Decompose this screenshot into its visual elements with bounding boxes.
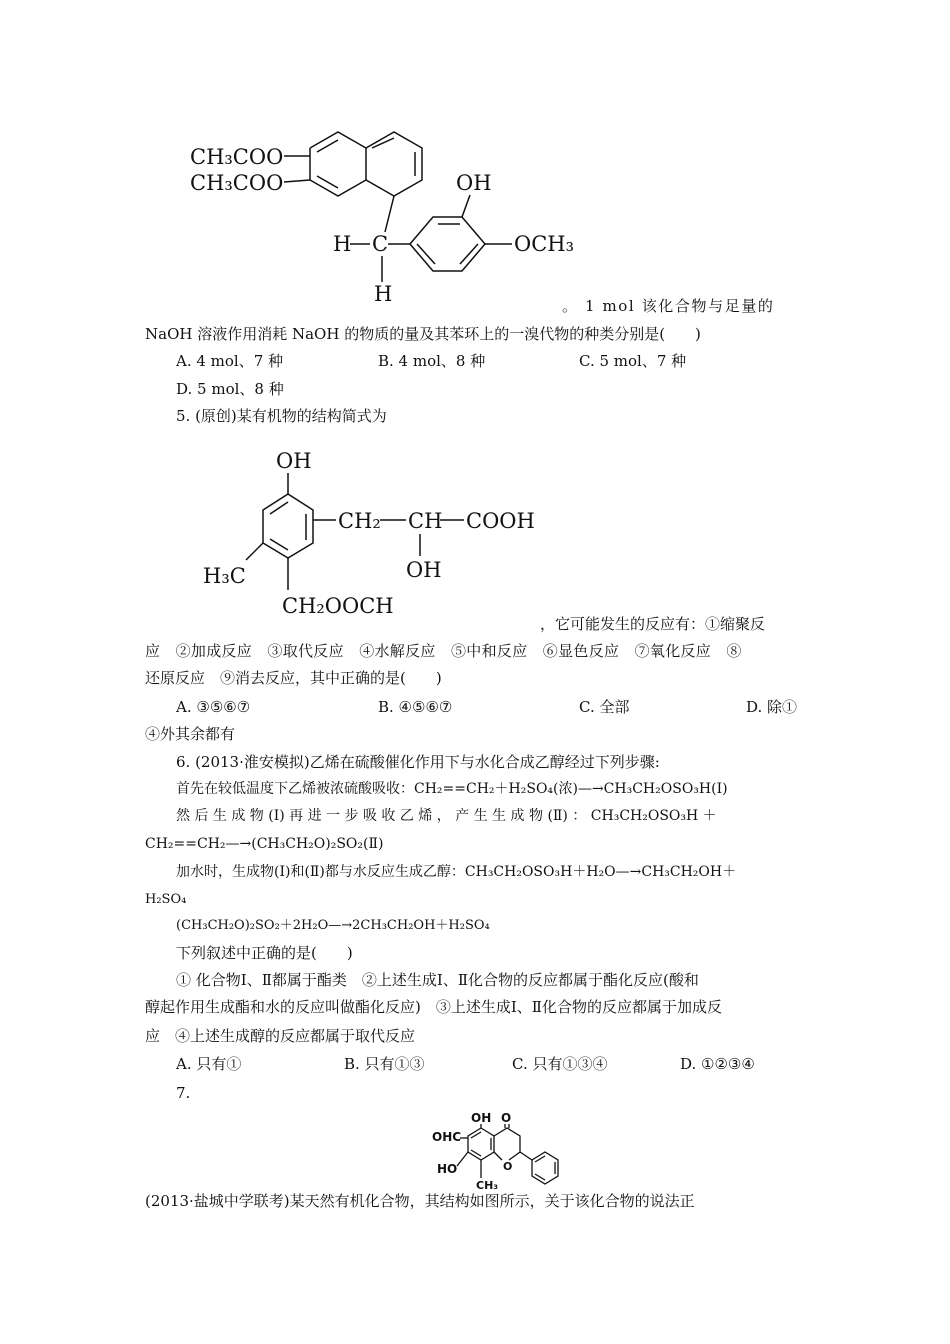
q6-option-d[interactable]: D. ①②③④	[680, 1055, 755, 1073]
q4-acetoxy-2: CH₃COO	[190, 171, 284, 195]
q4-naphthalene-left-ring	[310, 132, 366, 196]
q6-line9: 醇起作用生成酯和水的反应叫做酯化反应) ③上述生成Ⅰ、Ⅱ化合物的反应都属于加成反	[145, 998, 722, 1016]
q6-line6: (CH₃CH₂O)₂SO₂＋2H₂O—→2CH₃CH₂OH＋H₂SO₄	[176, 918, 490, 933]
q4-option-c[interactable]: C. 5 mol、7 种	[579, 352, 687, 370]
q6-line4: 加水时，生成物(Ⅰ)和(Ⅱ)都与水反应生成乙醇：CH₃CH₂OSO₃H＋H₂O—→CH₃CH₂OH＋	[176, 864, 737, 880]
q4-stem-tail: 。 1 mol 该化合物与足量的	[562, 297, 775, 315]
q7-ohc: OHC	[432, 1130, 462, 1144]
q6-stem: 6. (2013·淮安模拟)乙烯在硫酸催化作用下与水化合成乙醇经过下列步骤:	[176, 753, 660, 771]
q6-line10: 应 ④上述生成醇的反应都属于取代反应	[145, 1027, 416, 1045]
q7-ch3: CH₃	[476, 1179, 499, 1190]
q7-number: 7.	[176, 1084, 191, 1102]
q6-line5: H₂SO₄	[145, 892, 187, 907]
q5-option-d-continued: ④外其余都有	[145, 725, 236, 743]
q5-stem-line3: 还原反应 ⑨消去反应，其中正确的是( )	[145, 669, 442, 687]
q6-line7: 下列叙述中正确的是( )	[176, 944, 353, 962]
q6-option-c[interactable]: C. 只有①③④	[512, 1055, 608, 1073]
q4-option-a[interactable]: A. 4 mol、7 种	[176, 352, 284, 370]
q5-ch2: CH₂	[338, 509, 381, 533]
q4-option-d[interactable]: D. 5 mol、8 种	[176, 380, 284, 398]
q4-stem-line2: NaOH 溶液作用消耗 NaOH 的物质的量及其苯环上的一溴代物的种类分别是( )	[145, 325, 701, 343]
q4-oh: OH	[456, 171, 492, 195]
q5-stem: 5. (原创)某有机物的结构简式为	[176, 407, 387, 425]
q5-option-b[interactable]: B. ④⑤⑥⑦	[378, 698, 453, 716]
q4-naphthalene-right-ring	[366, 132, 422, 196]
q5-stem-line2: 应 ②加成反应 ③取代反应 ④水解反应 ⑤中和反应 ⑥显色反应 ⑦氧化反应 ⑧	[145, 642, 742, 660]
q7-stem: (2013·盐城中学联考)某天然有机化合物，其结构如图所示，关于该化合物的说法正	[145, 1192, 695, 1210]
q5-stem-tail: ，它可能发生的反应有：①缩聚反	[540, 615, 766, 633]
q6-option-a[interactable]: A. 只有①	[176, 1055, 242, 1073]
q4-acetoxy-1: CH₃COO	[190, 145, 284, 169]
q5-h3c: H₃C	[203, 564, 246, 588]
q7-keto-o: O	[501, 1111, 512, 1125]
q4-h-bottom: H	[374, 282, 393, 306]
q7-ring-o: O	[503, 1160, 513, 1173]
q5-option-a[interactable]: A. ③⑤⑥⑦	[176, 698, 251, 716]
q7-ho: HO	[437, 1162, 458, 1176]
q6-option-b[interactable]: B. 只有①③	[344, 1055, 425, 1073]
q6-line3: CH₂==CH₂—→(CH₃CH₂O)₂SO₂(Ⅱ)	[145, 836, 384, 852]
q7-oh: OH	[471, 1111, 492, 1125]
q7-structure	[425, 1110, 575, 1190]
q5-oh-bottom: OH	[406, 558, 442, 582]
q4-c-center: C	[372, 232, 389, 256]
q4-structure	[180, 120, 600, 320]
q4-methoxy: OCH₃	[514, 232, 575, 256]
q5-oh-top: OH	[276, 449, 312, 473]
q6-line8: ① 化合物Ⅰ、Ⅱ都属于酯类 ②上述生成Ⅰ、Ⅱ化合物的反应都属于酯化反应(酸和	[176, 971, 699, 989]
q5-ch: CH	[408, 509, 443, 533]
q4-benzene-ring	[410, 217, 485, 271]
q6-line2: 然 后 生 成 物 (Ⅰ) 再 进 一 步 吸 收 乙 烯 ， 产 生 生 成 物 (Ⅱ) ： CH₃CH₂OSO₃H ＋	[176, 808, 717, 824]
q5-ch2oocH: CH₂OOCH	[282, 594, 394, 618]
q5-structure	[190, 440, 540, 620]
q4-option-b[interactable]: B. 4 mol、8 种	[378, 352, 486, 370]
q5-option-d[interactable]: D. 除①	[746, 698, 798, 716]
q5-cooh: COOH	[466, 509, 535, 533]
q4-h-left: H	[333, 232, 352, 256]
q6-line1: 首先在较低温度下乙烯被浓硫酸吸收：CH₂==CH₂＋H₂SO₄(浓)—→CH₃CH₂OSO₃H(Ⅰ)	[176, 781, 728, 797]
q5-option-c[interactable]: C. 全部	[579, 698, 630, 716]
